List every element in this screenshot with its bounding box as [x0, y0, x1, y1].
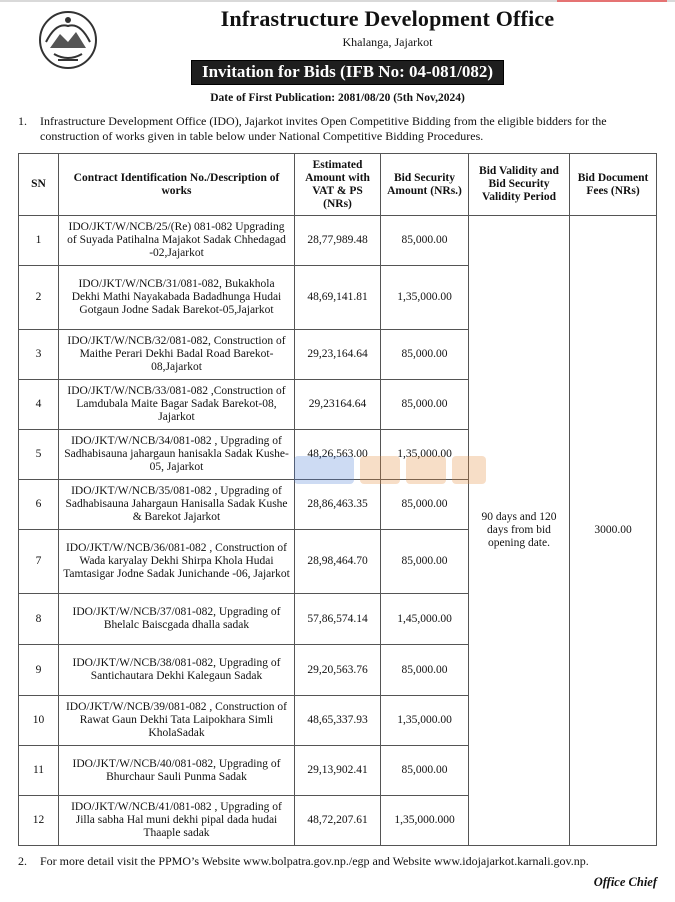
row-sn: 4	[19, 380, 59, 430]
row-estimated-amount: 29,20,563.76	[295, 645, 381, 696]
row-description: IDO/JKT/W/NCB/41/081-082 , Upgrading of Jilla sabha Hal muni dekhi pipal dada hudai Thaaple sadak	[59, 796, 295, 846]
row-description: IDO/JKT/W/NCB/40/081-082, Upgrading of Bhurchaur Sauli Punma Sadak	[59, 746, 295, 796]
row-sn: 8	[19, 594, 59, 645]
row-description: IDO/JKT/W/NCB/38/081-082, Upgrading of Santichautara Dekhi Kalegaun Sadak	[59, 645, 295, 696]
row-sn: 12	[19, 796, 59, 846]
header-bid-validity: Bid Validity and Bid Security Validity Period	[469, 154, 570, 216]
row-estimated-amount: 48,72,207.61	[295, 796, 381, 846]
row-estimated-amount: 48,69,141.81	[295, 266, 381, 330]
header-contract: Contract Identification No./Description of works	[59, 154, 295, 216]
header-document-fees: Bid Document Fees (NRs)	[570, 154, 657, 216]
row-description: IDO/JKT/W/NCB/34/081-082 , Upgrading of Sadhabisauna jahargaun hanisakla Sadak Kushe-05, Jajarkot	[59, 430, 295, 480]
row-description: IDO/JKT/W/NCB/33/081-082 ,Construction of Lamdubala Maite Bagar Sadak Barekot-08, Jajarkot	[59, 380, 295, 430]
ifb-banner: Invitation for Bids (IFB No: 04-081/082)	[191, 60, 504, 85]
intro-text: Infrastructure Development Office (IDO), Jajarkot invites Open Competitive Bidding from the eligible bidders for the construction of works given in table below under National Competitive Bidding Procedures.	[40, 114, 607, 143]
header-estimated-amount: Estimated Amount with VAT & PS (NRs)	[295, 154, 381, 216]
table-header-row	[19, 154, 657, 216]
row-bid-security: 85,000.00	[381, 216, 469, 266]
bid-document-fee: 3000.00	[570, 216, 657, 846]
row-estimated-amount: 28,86,463.35	[295, 480, 381, 530]
row-description: IDO/JKT/W/NCB/37/081-082, Upgrading of Bhelalc Baiscgada dhalla sadak	[59, 594, 295, 645]
footer-number: 2.	[18, 854, 27, 868]
row-estimated-amount: 48,26,563.00	[295, 430, 381, 480]
signatory: Office Chief	[593, 875, 657, 889]
row-bid-security: 1,45,000.00	[381, 594, 469, 645]
row-description: IDO/JKT/W/NCB/39/081-082 , Construction of Rawat Gaun Dekhi Tata Laipokhara Simli KholaSadak	[59, 696, 295, 746]
row-sn: 3	[19, 330, 59, 380]
row-estimated-amount: 29,23164.64	[295, 380, 381, 430]
bids-table	[18, 153, 657, 846]
row-bid-security: 85,000.00	[381, 645, 469, 696]
header-sn: SN	[19, 154, 59, 216]
row-sn: 2	[19, 266, 59, 330]
row-description: IDO/JKT/W/NCB/32/081-082, Construction of Maithe Perari Dekhi Badal Road Barekot-08,Jajarkot	[59, 330, 295, 380]
row-sn: 7	[19, 530, 59, 594]
row-description: IDO/JKT/W/NCB/31/081-082, Bukakhola Dekhi Mathi Nayakabada Badadhunga Hudai Gotgaun Jodne Sadak Barekot-05,Jajarkot	[59, 266, 295, 330]
row-description: IDO/JKT/W/NCB/36/081-082 , Construction of Wada karyalay Dekhi Shirpa Khola Hudai Tamtasigar Jodne Sadak Junichande -06, Jajarkot	[59, 530, 295, 594]
row-estimated-amount: 28,77,989.48	[295, 216, 381, 266]
row-sn: 1	[19, 216, 59, 266]
publication-date: Date of First Publication: 2081/08/20 (5th Nov,2024)	[210, 92, 465, 104]
row-estimated-amount: 28,98,464.70	[295, 530, 381, 594]
header-bid-security: Bid Security Amount (NRs.)	[381, 154, 469, 216]
row-estimated-amount: 57,86,574.14	[295, 594, 381, 645]
row-bid-security: 1,35,000.00	[381, 266, 469, 330]
row-bid-security: 1,35,000.00	[381, 430, 469, 480]
footer-text: For more detail visit the PPMO’s Website www.bolpatra.gov.np./egp and Website www.idojajarkot.karnali.gov.np.	[40, 854, 589, 868]
row-bid-security: 85,000.00	[381, 330, 469, 380]
row-estimated-amount: 48,65,337.93	[295, 696, 381, 746]
row-estimated-amount: 29,23,164.64	[295, 330, 381, 380]
top-accent-line	[557, 0, 667, 2]
row-sn: 6	[19, 480, 59, 530]
row-sn: 9	[19, 645, 59, 696]
row-estimated-amount: 29,13,902.41	[295, 746, 381, 796]
row-bid-security: 85,000.00	[381, 746, 469, 796]
row-description: IDO/JKT/W/NCB/35/081-082 , Upgrading of Sadhabisauna Jahargaun Hanisalla Sadak Kushe & Barekot Jajarkot	[59, 480, 295, 530]
office-location: Khalanga, Jajarkot	[342, 35, 433, 49]
intro-number: 1.	[18, 114, 27, 128]
row-sn: 5	[19, 430, 59, 480]
row-description: IDO/JKT/W/NCB/25/(Re) 081-082 Upgrading of Suyada Patihalna Majakot Sadak Chhedagad -02,Jajarkot	[59, 216, 295, 266]
table-row	[19, 216, 657, 266]
more-info-paragraph	[18, 854, 661, 869]
row-bid-security: 85,000.00	[381, 380, 469, 430]
row-bid-security: 1,35,000.000	[381, 796, 469, 846]
row-bid-security: 85,000.00	[381, 480, 469, 530]
row-bid-security: 85,000.00	[381, 530, 469, 594]
office-title: Infrastructure Development Office	[220, 6, 555, 31]
bid-validity-period: 90 days and 120 days from bid opening date.	[469, 216, 570, 846]
row-sn: 10	[19, 696, 59, 746]
intro-paragraph	[18, 114, 659, 144]
row-sn: 11	[19, 746, 59, 796]
row-bid-security: 1,35,000.00	[381, 696, 469, 746]
